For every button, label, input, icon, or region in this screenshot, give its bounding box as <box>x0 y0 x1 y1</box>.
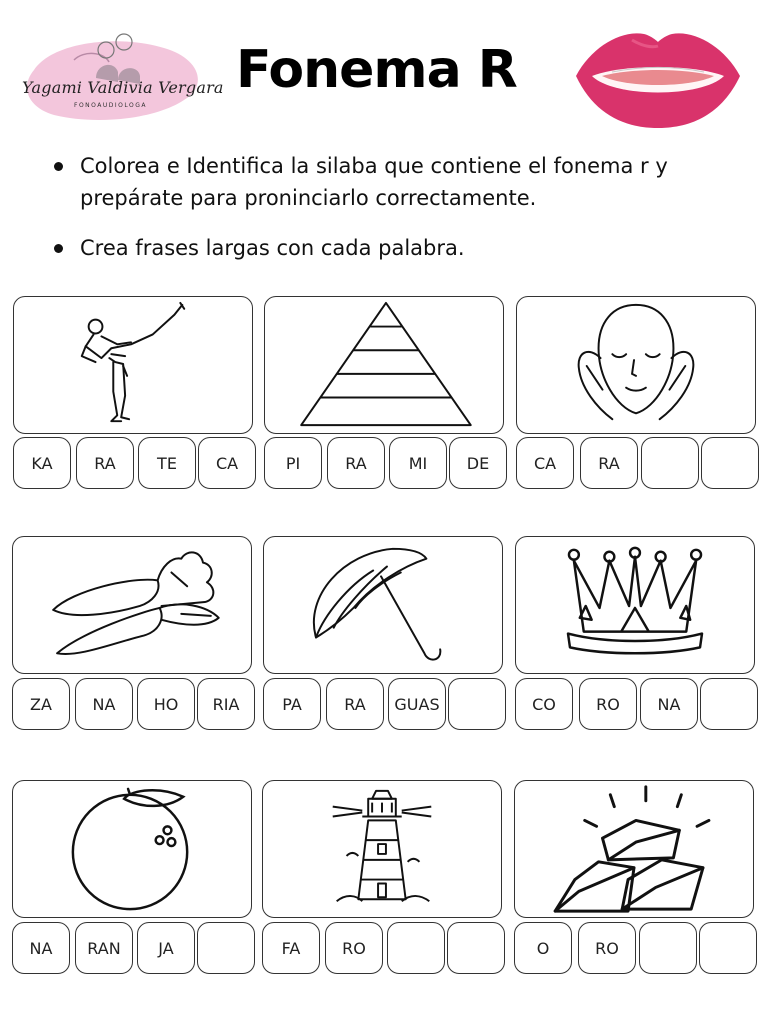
syllable-box[interactable]: RO <box>325 922 383 974</box>
syllable-box[interactable]: PI <box>264 437 322 489</box>
picture-card-face <box>516 296 756 434</box>
syllable-box[interactable]: RA <box>326 678 384 730</box>
orange-icon <box>13 781 251 917</box>
syllable-box[interactable] <box>197 922 255 974</box>
picture-card-karate <box>13 296 253 434</box>
gold-bars-icon <box>515 781 753 917</box>
syllable-box[interactable]: ZA <box>12 678 70 730</box>
face-icon <box>517 297 755 433</box>
syllable-box[interactable]: CA <box>516 437 574 489</box>
logo-name: Yagami Valdivia Vergara <box>22 78 224 97</box>
picture-card-umbrella <box>263 536 503 674</box>
picture-card-gold-bars <box>514 780 754 918</box>
syllable-box[interactable] <box>447 922 505 974</box>
syllable-box[interactable] <box>699 922 757 974</box>
picture-card-carrot <box>12 536 252 674</box>
syllable-box[interactable] <box>701 437 759 489</box>
syllable-box[interactable] <box>639 922 697 974</box>
crown-icon <box>516 537 754 673</box>
umbrella-icon <box>264 537 502 673</box>
syllable-box[interactable]: RO <box>579 678 637 730</box>
pyramid-icon <box>265 297 503 433</box>
syllable-box[interactable]: MI <box>389 437 447 489</box>
syllable-box[interactable]: PA <box>263 678 321 730</box>
instructions-list <box>52 150 732 264</box>
syllable-box[interactable]: DE <box>449 437 507 489</box>
syllable-box[interactable] <box>700 678 758 730</box>
syllable-box[interactable]: RA <box>580 437 638 489</box>
syllable-box[interactable]: RA <box>76 437 134 489</box>
syllable-box[interactable]: RAN <box>75 922 133 974</box>
syllable-box[interactable]: RO <box>578 922 636 974</box>
syllable-box[interactable]: GUAS <box>388 678 446 730</box>
syllable-box[interactable]: RA <box>327 437 385 489</box>
syllable-box[interactable]: CA <box>198 437 256 489</box>
syllable-box[interactable]: NA <box>75 678 133 730</box>
syllable-box[interactable]: O <box>514 922 572 974</box>
picture-card-orange <box>12 780 252 918</box>
syllable-box[interactable]: HO <box>137 678 195 730</box>
syllable-box[interactable] <box>641 437 699 489</box>
syllable-box[interactable] <box>387 922 445 974</box>
syllable-box[interactable] <box>448 678 506 730</box>
instruction-item: Crea frases largas con cada palabra. <box>52 232 732 264</box>
syllable-box[interactable]: NA <box>640 678 698 730</box>
syllable-box[interactable]: FA <box>262 922 320 974</box>
picture-card-pyramid <box>264 296 504 434</box>
syllable-box[interactable]: JA <box>137 922 195 974</box>
lips-icon <box>572 26 744 132</box>
instruction-item: Colorea e Identifica la silaba que contiene el fonema r y prepárate para proninciarlo correctamente. <box>52 150 732 214</box>
syllable-box[interactable]: CO <box>515 678 573 730</box>
logo-subtitle: FONOAUDIOLOGA <box>74 102 147 109</box>
karate-icon <box>14 297 252 433</box>
page-title: Fonema R <box>236 40 517 100</box>
lighthouse-icon <box>263 781 501 917</box>
carrot-icon <box>13 537 251 673</box>
picture-card-crown <box>515 536 755 674</box>
syllable-box[interactable]: KA <box>13 437 71 489</box>
logo <box>14 30 224 130</box>
syllable-box[interactable]: TE <box>138 437 196 489</box>
syllable-box[interactable]: RIA <box>197 678 255 730</box>
picture-card-lighthouse <box>262 780 502 918</box>
syllable-box[interactable]: NA <box>12 922 70 974</box>
